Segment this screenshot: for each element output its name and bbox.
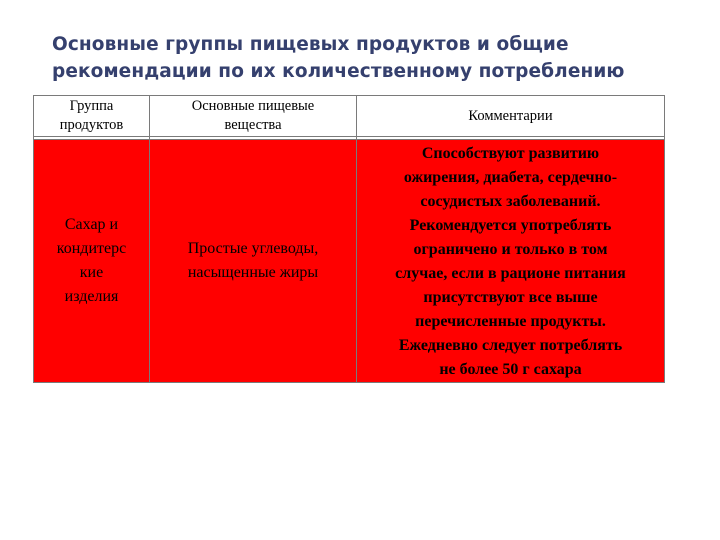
table-header-row <box>34 96 665 137</box>
header-group-label: Группа продуктов <box>59 98 124 133</box>
comment-cell <box>357 140 665 383</box>
table-row <box>34 140 665 383</box>
nutrients-cell <box>150 140 357 383</box>
group-cell <box>34 140 150 383</box>
slide-title: Основные группы пищевых продуктов и общие рекомендации по их количественному потреблению <box>52 34 625 82</box>
header-cell-group <box>34 96 150 137</box>
nutrients-text: Простые углеводы, насыщенные жиры <box>187 240 319 281</box>
group-text: Сахар и кондитерс кие изделия <box>56 216 127 305</box>
header-nutrients-label: Основные пищевые вещества <box>191 98 315 133</box>
comment-text: Способствуют развитию ожирения, диабета, сердечно- сосудистых заболеваний. Рекомендуется употреблять ограничено и только в том случае, если в рационе питания присутствуют все выше перечисленные продукты. Ежедневно следует потреблять не более 50 г сахара <box>395 145 626 378</box>
header-cell-comments <box>357 96 665 137</box>
header-comments-label: Комментарии <box>468 107 553 124</box>
header-cell-nutrients <box>150 96 357 137</box>
food-groups-table <box>33 95 665 383</box>
